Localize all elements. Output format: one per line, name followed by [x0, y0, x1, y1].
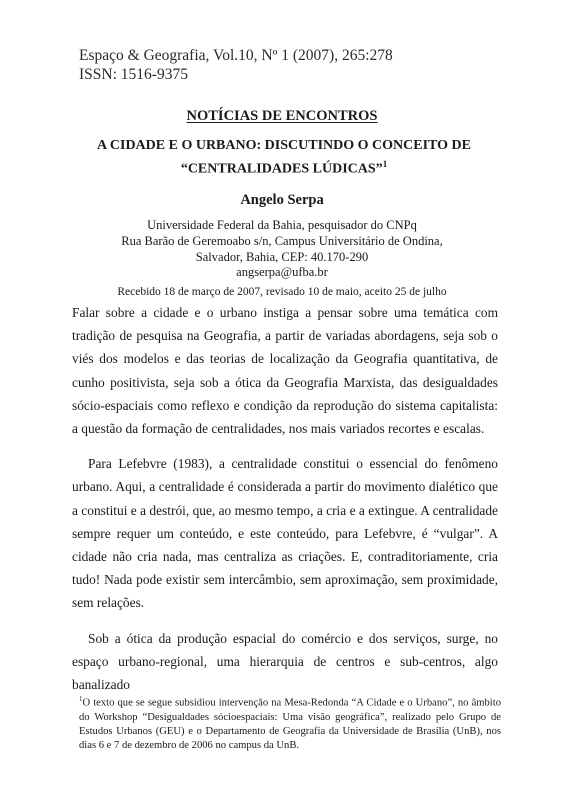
author-name: Angelo Serpa: [240, 192, 324, 208]
journal-header: [79, 46, 393, 84]
body-paragraph-2: Para Lefebvre (1983), a centralidade constitui o essencial do fenômeno urbano. Aqui, a centralidade é considerada a partir do movimento dialético que a constitui e a destrói, que, ao mesmo tempo, a cria e a extingue. A centralidade sempre requer um conteúdo, e este conteúdo, para Lefebvre, é “vulgar”. A cidade não cria nada, mas centraliza as criações. E, contraditoriamente, cria tudo! Nada pode existir sem intercâmbio, sem aproximação, sem proximidade, sem relações.: [72, 456, 498, 611]
article-title: [70, 137, 498, 179]
received-dates: Recebido 18 de março de 2007, revisado 10 de maio, aceito 25 de julho: [117, 286, 447, 298]
journal-citation: Espaço & Geografia, Vol.10, Nº 1 (2007), 265:278: [79, 47, 393, 64]
body-paragraph-1: Falar sobre a cidade e o urbano instiga a pensar sobre uma temática com tradição de pesquisa na Geografia, a partir de variadas abordagens, seja sob o viés dos modelos e das teorias de localização da Geografia quantitativa, de cunho positivista, seja sob a ótica da Geografia Marxista, das desigualdades sócio-espaciais como reflexo e condição da reprodução do sistema capitalista: a questão da formação de centralidades, nos mais variados recortes e escalas.: [72, 305, 498, 437]
footnote-marker: 1: [79, 695, 83, 703]
affiliation-line-3: Salvador, Bahia, CEP: 40.170-290: [195, 249, 369, 264]
title-line-1: A CIDADE E O URBANO: DISCUTINDO O CONCEITO DE: [97, 138, 471, 153]
author-affiliation: [0, 218, 564, 281]
footnote: [79, 692, 501, 753]
affiliation-line-2: Rua Barão de Geremoabo s/n, Campus Universitário de Ondina,: [121, 233, 443, 248]
journal-issn: ISSN: 1516-9375: [79, 66, 188, 83]
title-footnote-marker: 1: [382, 159, 388, 169]
author-email: angserpa@ufba.br: [236, 265, 328, 280]
body-paragraph-3: Sob a ótica da produção espacial do comércio e dos serviços, surge, no espaço urbano-regional, uma hierarquia de centros e sub-centros, algo banalizado: [72, 630, 498, 693]
footnote-text: O texto que se segue subsidiou intervenção na Mesa-Redonda “A Cidade e o Urbano”, no âmbito do Workshop “Desigualdades sócioespaciais: Uma visão geográfica”, realizado pelo Grupo de Estudos Urbanos (GEU) e o Departamento de Geografia da Universidade de Brasília (UnB), nos dias 6 e 7 de dezembro de 2006 no campus da UnB.: [79, 697, 501, 752]
article-body: [72, 301, 498, 696]
title-line-2-text: “CENTRALIDADES LÚDICAS”: [180, 161, 383, 177]
section-heading-label: NOTÍCIAS DE ENCONTROS: [186, 108, 378, 124]
affiliation-line-1: Universidade Federal da Bahia, pesquisador do CNPq: [147, 218, 417, 232]
section-heading: [0, 107, 564, 125]
title-line-2: [70, 155, 498, 179]
